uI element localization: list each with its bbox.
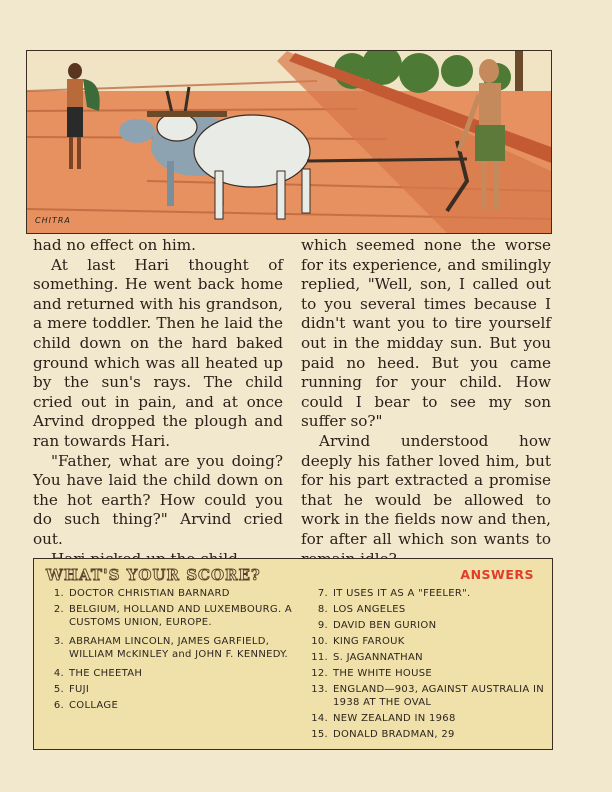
score-box-title: WHAT'S YOUR SCORE? bbox=[46, 566, 261, 584]
story-paragraph: At last Hari thought of something. He went back home and returned with his grandson, a mere toddler. Then he laid the child down on the hard baked ground which was all heated up by the sun's rays. The child cried out in pain, and at once Arvind dropped the plough and ran towards Hari. bbox=[33, 255, 283, 450]
answers-heading: ANSWERS bbox=[460, 567, 534, 582]
story-paragraph: had no effect on him. bbox=[33, 236, 196, 254]
answer-item: 9. DAVID BEN GURION bbox=[317, 620, 437, 631]
answer-item: 14. NEW ZEALAND IN 1968 bbox=[311, 713, 456, 724]
answer-item: 3. ABRAHAM LINCOLN, JAMES GARFIELD, WILLIAM McKINLEY and JOHN F. KENNEDY. bbox=[53, 636, 289, 660]
answers-list-left bbox=[44, 587, 294, 715]
answer-item: 13. ENGLAND—903, AGAINST AUSTRALIA IN 1938 AT THE OVAL bbox=[311, 684, 545, 708]
answer-item: 6. COLLAGE bbox=[53, 700, 119, 711]
answers-list-right bbox=[308, 587, 544, 744]
story-column-right bbox=[301, 236, 551, 569]
answer-item: 10. KING FAROUK bbox=[311, 636, 405, 647]
answer-item: 7. IT USES IT AS A "FEELER". bbox=[317, 588, 471, 599]
score-answers-box bbox=[33, 558, 553, 750]
story-paragraph: which seemed none the worse for its experience, and smilingly replied, "Well, son, I called out to you several times because I didn't want you to tire yourself out in the midday sun. But you paid no heed. But you came running for your child. How could I bear to see my son suffer so?" bbox=[301, 236, 551, 431]
ploughing-scene-image bbox=[27, 51, 551, 233]
story-paragraph: "Father, what are you doing? You have laid the child down on the hot earth? How could you do such thing?" Arvind cried out. bbox=[33, 451, 283, 548]
answer-item: 5. FUJI bbox=[53, 684, 90, 695]
answer-item: 11. S. JAGANNATHAN bbox=[311, 652, 423, 663]
story-column-left bbox=[33, 236, 283, 569]
artist-signature: CHITRA bbox=[35, 216, 71, 225]
answer-item: 12. THE WHITE HOUSE bbox=[311, 668, 432, 679]
story-illustration bbox=[26, 50, 552, 234]
story-paragraph: Arvind understood how deeply his father loved him, but for his part extracted a promise that he would be allowed to work in the fields now and then, for after all which son wants to bbox=[301, 431, 551, 548]
answer-item: 4. THE CHEETAH bbox=[53, 668, 143, 679]
answer-item: 8. LOS ANGELES bbox=[317, 604, 406, 615]
answer-item: 2. BELGIUM, HOLLAND AND LUXEMBOURG. A CUSTOMS UNION, EUROPE. bbox=[53, 604, 293, 628]
answer-item: 15. DONALD BRADMAN, 29 bbox=[311, 729, 455, 740]
answer-item: 1. DOCTOR CHRISTIAN BARNARD bbox=[53, 588, 230, 599]
